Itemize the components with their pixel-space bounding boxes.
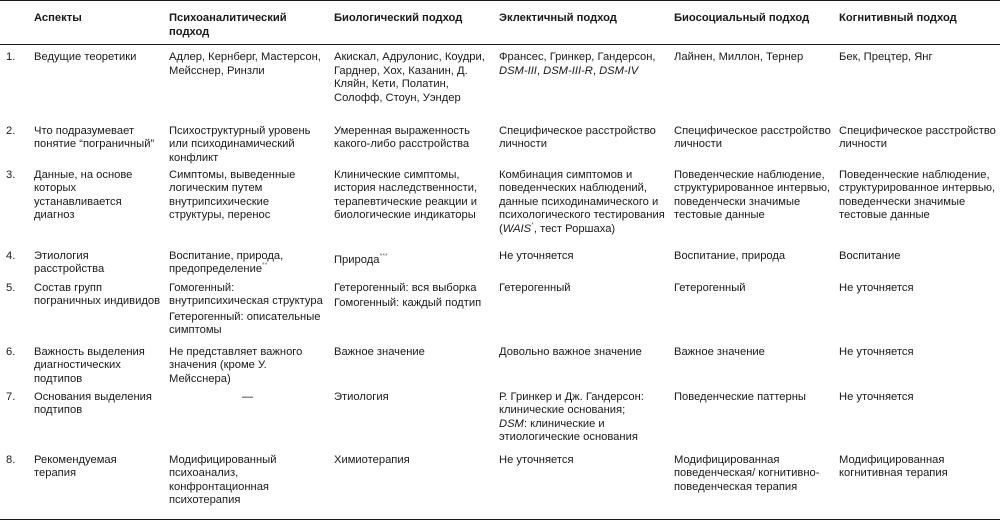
row-number: 4. (6, 249, 16, 262)
cell-biological: Умеренная выраженность какого-либо расстройства (334, 124, 470, 151)
cell-biological: Важное значение (334, 345, 425, 358)
cell-aspect: Состав групп пограничных индивидов (34, 281, 161, 308)
header-cognitive: Когнитивный подход (835, 1, 1000, 45)
cell-text: Воспитание, природа, предопределение (169, 249, 284, 276)
cell-text: Франсес, Гринкер, Гандерсон, (499, 51, 656, 64)
cell-eclectic: Специфическое расстройство личности (499, 124, 656, 151)
table-row (0, 391, 1000, 454)
cell-biosocial: Поведенческие наблюдение, структурированное интервью, поведенчески значимые тестовые данные (674, 168, 831, 222)
cell-biological (330, 250, 495, 282)
cell-aspect: Рекомендуемая терапия (30, 454, 165, 520)
header-biological: Биологический подход (330, 1, 495, 45)
table-row (0, 346, 1000, 391)
footnote-mark: ** (262, 262, 268, 270)
cell-text: Гомогенный: каждый подтип (334, 297, 482, 310)
header-eclectic: Эклектичный подход (495, 1, 670, 45)
cell-cognitive: Не уточняется (839, 345, 914, 358)
cell-biosocial: Важное значение (674, 345, 765, 358)
cell-aspect: Ведущие теоретики (34, 51, 137, 64)
cell-eclectic (495, 169, 670, 250)
row-number: 3. (6, 168, 16, 181)
cell-cognitive: Специфическое расстройство личности (839, 124, 996, 151)
row-number: 8. (0, 454, 30, 520)
cell-biosocial: Поведенческие паттерны (674, 390, 806, 403)
cell-aspect: Данные, на основе которых устанавливается диагноз (34, 168, 133, 222)
row-number: 5. (6, 281, 16, 294)
cell-biosocial: Специфическое расстройство личности (674, 124, 831, 151)
cell-cognitive: Не уточняется (839, 390, 914, 403)
cell-aspect: Основания выделения подтипов (34, 390, 152, 417)
cell-aspect: Этиология расстройства (34, 249, 105, 276)
cell-biosocial: Гетерогенный (674, 281, 746, 294)
cell-text: , (536, 64, 544, 77)
cell-text-italic: DSM (499, 417, 524, 430)
cell-eclectic: Гетерогенный (499, 281, 571, 294)
cell-cognitive: Бек, Прецтер, Янг (839, 51, 933, 64)
cell-cognitive: Поведенческие наблюдение, структурированное интервью, поведенчески значимые тестовые данные (839, 168, 996, 222)
header-psychoanalytic: Психоаналитический подход (165, 1, 330, 45)
cell-text: Комбинация симптомов и поведенческих наблюдений, данные психодинамического и психологического тестирования ( (499, 168, 665, 236)
cell-text: Гетерогенный: вся выборка (334, 281, 477, 294)
cell-eclectic (495, 45, 670, 125)
table-header-row (0, 1, 1000, 45)
cell-text: Природа (334, 253, 380, 266)
cell-eclectic: Не уточняется (495, 454, 670, 520)
cell-text-italic: DSM-III (499, 64, 537, 77)
cell-text: Гетерогенный: описательные симптомы (169, 310, 321, 337)
cell-biosocial: Модифицированная поведенческая/ когнитивно-поведенческая терапия (670, 454, 835, 520)
cell-eclectic (495, 391, 670, 454)
cell-cognitive: Воспитание (839, 249, 901, 262)
cell-psychoanalytic (165, 250, 330, 282)
cell-biosocial: Воспитание, природа (674, 249, 786, 262)
cell-psychoanalytic: Симптомы, выведенные логическим путем внутрипсихические структуры, перенос (169, 168, 296, 222)
cell-biological: Акискал, Адрулонис, Коудри, Гарднер, Хох, Казанин, Д. Кляйн, Кети, Полатин, Солофф, Стоун, Уэндер (334, 51, 485, 104)
cell-biological: Этиология (334, 390, 389, 403)
cell-text-italic: DSM-IV (599, 64, 639, 77)
cell-cognitive: Модифицированная когнитивная терапия (835, 454, 1000, 520)
cell-eclectic: Не уточняется (499, 249, 574, 262)
table-row (0, 282, 1000, 346)
cell-eclectic: Довольно важное значение (499, 345, 642, 358)
cell-text: : клинические и этиологические основания (499, 417, 638, 444)
header-number (0, 1, 30, 45)
cell-text: Р. Гринкер и Дж. Гандерсон: клинические основания; (499, 390, 644, 417)
row-number: 7. (6, 390, 16, 403)
cell-text-italic: DSM-III-R (543, 64, 593, 77)
cell-text: , тест Роршаха) (533, 223, 616, 236)
cell-psychoanalytic: Модифицированный психоанализ, конфронтационная психотерапия (165, 454, 330, 520)
cell-biosocial: Лайнен, Миллон, Тернер (674, 51, 804, 64)
row-number: 1. (6, 51, 16, 64)
footnote-mark: *** (379, 252, 388, 260)
cell-cognitive: Не уточняется (839, 281, 914, 294)
header-biosocial: Биосоциальный подход (670, 1, 835, 45)
table-row (0, 125, 1000, 169)
cell-psychoanalytic: — (241, 390, 254, 403)
row-number: 6. (6, 345, 16, 358)
cell-psychoanalytic (165, 282, 330, 346)
cell-text: Гомогенный: внутрипсихическая структура (169, 281, 323, 308)
row-number: 2. (6, 124, 16, 137)
header-aspects: Аспекты (30, 1, 165, 45)
table-row (0, 169, 1000, 250)
cell-psychoanalytic: Не представляет важного значения (кроме У. Мейсснера) (169, 345, 303, 385)
table-row (0, 250, 1000, 282)
table-row (0, 454, 1000, 520)
cell-biological: Химиотерапия (330, 454, 495, 520)
cell-text-italic: WAIS (502, 223, 532, 236)
cell-biological (330, 282, 495, 346)
cell-text: , (592, 64, 600, 77)
footnote-mark: * (531, 222, 534, 230)
cell-psychoanalytic: Психоструктурный уровень или психодинамический конфликт (169, 124, 311, 164)
table-row (0, 45, 1000, 125)
cell-biological: Клинические симптомы, история наследственности, терапевтические реакции и биологические индикаторы (334, 168, 478, 222)
cell-aspect: Что подразумевает понятие “пограничный” (34, 124, 155, 151)
cell-aspect: Важность выделения диагностических подтипов (34, 345, 145, 385)
cell-psychoanalytic: Адлер, Кернберг, Мастерсон, Мейсснер, Ринзли (169, 51, 321, 77)
